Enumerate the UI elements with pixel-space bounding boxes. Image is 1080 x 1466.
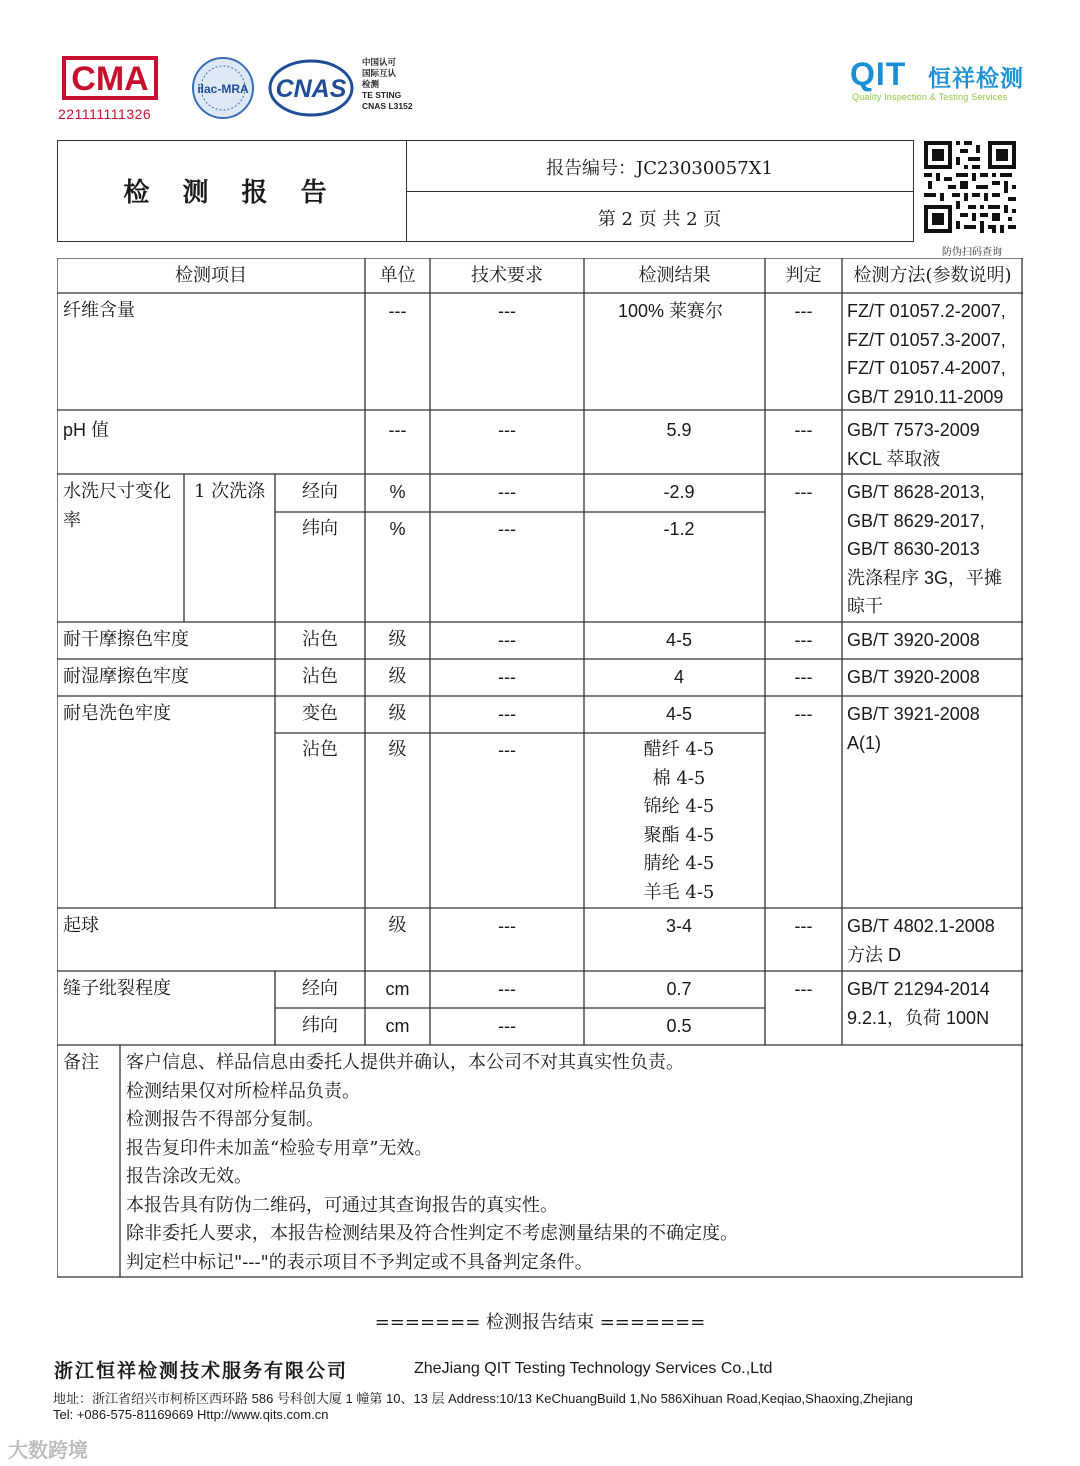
col-header-result: 检测结果 <box>638 265 711 286</box>
row-wash-weft-result: -1.2 <box>663 519 695 539</box>
stain-result-line: 醋纤 4-5 <box>643 739 715 760</box>
method-line: GB/T 8629-2017, <box>847 510 985 531</box>
qr-code[interactable] <box>924 141 1016 233</box>
row-fiber-item: 纤维含量 <box>63 300 135 321</box>
method-line: 洗涤程序 3G，平摊 <box>847 567 1003 588</box>
method-line: GB/T 8630-2013 <box>847 539 980 559</box>
row-seam-warp-result: 0.7 <box>666 979 692 999</box>
remark-line: 报告涂改无效。 <box>126 1166 252 1187</box>
item-line: 率 <box>63 509 81 531</box>
row-wet-rub-requirement: --- <box>498 667 516 687</box>
row-seam-warp-label: 经向 <box>302 978 338 999</box>
row-ph-judgment: --- <box>794 420 813 440</box>
method-line: GB/T 7573-2009 <box>847 420 980 440</box>
row-seam-judgment: --- <box>794 979 813 999</box>
row-dry-rub-requirement: --- <box>498 630 516 650</box>
row-wash-weft-unit: % <box>389 519 406 539</box>
company-name-cn: 浙江恒祥检测技术服务有限公司 <box>54 1360 349 1382</box>
stain-result-line: 锦纶 4-5 <box>643 796 715 817</box>
method-line: KCL 萃取液 <box>847 448 941 469</box>
cnas-side-line: CNAS L3152 <box>362 101 413 111</box>
report-number: 报告编号：JC23030057X1 <box>546 158 773 179</box>
method-line: GB/T 8628-2013, <box>847 482 985 502</box>
qit-subtitle: Quality Inspection & Testing Services <box>852 92 1008 102</box>
remark-line: 报告复印件未加盖“检验专用章”无效。 <box>126 1137 433 1159</box>
row-soap-stain-unit: 级 <box>388 739 407 760</box>
row-dry-rub-unit: 级 <box>388 629 407 650</box>
row-seam-weft-result: 0.5 <box>666 1016 692 1036</box>
row-dry-rub-sub: 沾色 <box>302 629 338 650</box>
method-line: FZ/T 01057.4-2007, <box>847 358 1006 378</box>
method-line: 晾干 <box>847 596 883 616</box>
cnas-side-line: TE STING <box>362 90 402 100</box>
row-dry-rub-result: 4-5 <box>665 630 692 650</box>
row-wash-warp-requirement: --- <box>498 482 516 502</box>
item-line: 水洗尺寸变化 <box>63 481 171 502</box>
cnas-side-text <box>362 57 413 112</box>
remarks-label: 备注 <box>63 1052 99 1073</box>
row-wash-item <box>63 478 171 535</box>
row-wet-rub-judgment: --- <box>794 667 813 687</box>
row-soap-judgment: --- <box>794 704 813 724</box>
row-soap-change-result: 4-5 <box>665 704 692 724</box>
remark-line: 检测报告不得部分复制。 <box>126 1109 324 1130</box>
method-line: GB/T 3921-2008 <box>847 704 980 724</box>
row-ph-method <box>847 416 980 473</box>
row-pilling-method <box>847 912 995 969</box>
method-line: 9.2.1，负荷 100N <box>847 1007 990 1028</box>
row-wash-weft-requirement: --- <box>498 519 516 539</box>
company-name-en: ZheJiang QIT Testing Technology Services Co.,Ltd <box>414 1360 773 1377</box>
method-line: FZ/T 01057.3-2007, <box>847 329 1006 350</box>
row-soap-stain-results <box>584 736 774 907</box>
row-soap-stain-label: 沾色 <box>302 739 338 760</box>
row-dry-rub-method: GB/T 3920-2008 <box>847 630 980 650</box>
row-wash-warp-label: 经向 <box>302 481 338 502</box>
row-wash-condition: 1 次洗涤 <box>194 481 266 502</box>
col-header-judgment: 判定 <box>785 265 822 286</box>
row-soap-change-label: 变色 <box>302 703 338 724</box>
row-wet-rub-method: GB/T 3920-2008 <box>847 667 980 687</box>
page-number: 第 2 页 共 2 页 <box>597 209 722 230</box>
row-pilling-judgment: --- <box>794 916 813 936</box>
method-line: GB/T 4802.1-2008 <box>847 916 995 936</box>
row-seam-method <box>847 975 990 1032</box>
col-header-unit: 单位 <box>379 265 416 286</box>
row-pilling-unit: 级 <box>388 915 407 936</box>
stain-result-line: 聚酯 4-5 <box>643 824 715 846</box>
row-soap-method <box>847 700 980 757</box>
ilac-mra-logo <box>188 56 258 120</box>
stain-result-line: 腈纶 4-5 <box>643 853 715 874</box>
row-ph-result: 5.9 <box>666 420 692 440</box>
row-soap-item: 耐皂洗色牢度 <box>63 703 171 724</box>
row-wet-rub-sub: 沾色 <box>302 666 338 687</box>
method-line: GB/T 21294-2014 <box>847 979 990 999</box>
company-contact: Tel: +086-575-81169669 Http://www.qits.com.cn <box>53 1407 329 1422</box>
row-wet-rub-unit: 级 <box>388 666 407 687</box>
cnas-side-line: 检测 <box>362 79 380 89</box>
cnas-side-line: 中国认可 <box>362 57 397 67</box>
row-wash-warp-result: -2.9 <box>663 482 695 502</box>
row-fiber-method <box>847 297 1006 411</box>
row-wash-judgment: --- <box>794 482 813 502</box>
row-dry-rub-judgment: --- <box>794 630 813 650</box>
ilac-text: ilac-MRA <box>197 82 249 96</box>
remark-line: 本报告具有防伪二维码，可通过其查询报告的真实性。 <box>126 1194 558 1216</box>
row-soap-stain-requirement: --- <box>498 740 516 760</box>
row-wash-method <box>847 478 1002 621</box>
row-seam-weft-label: 纬向 <box>302 1015 338 1036</box>
row-fiber-requirement: --- <box>498 301 516 321</box>
row-soap-change-unit: 级 <box>388 703 407 724</box>
row-ph-item: pH 值 <box>63 420 110 440</box>
row-fiber-result: 100% 莱赛尔 <box>618 301 724 321</box>
report-end-marker: ======= 检测报告结束 ======= <box>374 1312 706 1333</box>
col-header-item: 检测项目 <box>175 265 247 286</box>
report-title: 检 测 报 告 <box>123 178 339 208</box>
row-seam-weft-unit: cm <box>385 1016 410 1036</box>
cnas-side-line: 国际互认 <box>362 68 397 78</box>
row-wash-warp-unit: % <box>389 482 406 502</box>
row-wash-weft-label: 纬向 <box>302 518 338 539</box>
row-fiber-judgment: --- <box>794 301 813 321</box>
method-line: A(1) <box>847 732 882 753</box>
row-fiber-unit: --- <box>388 301 407 321</box>
row-wet-rub-result: 4 <box>673 667 684 687</box>
cma-code: 221111111326 <box>58 106 152 122</box>
method-line: 方法 D <box>847 944 901 965</box>
method-line: FZ/T 01057.2-2007, <box>847 301 1006 321</box>
row-ph-requirement: --- <box>498 420 516 440</box>
row-ph-unit: --- <box>388 420 407 440</box>
cma-logo <box>58 52 162 104</box>
company-address: 地址：浙江省绍兴市柯桥区西环路 586 号科创大厦 1 幢第 10、13 层 Address:10/13 KeChuangBuild 1,No 586Xihuan Road,Keqiao,Shaoxing,Zhejiang <box>53 1391 913 1406</box>
cma-text: CMA <box>71 60 149 98</box>
row-pilling-item: 起球 <box>63 915 99 936</box>
remark-line: 判定栏中标记"---"的表示项目不予判定或不具备判定条件。 <box>126 1251 593 1273</box>
stain-result-line: 羊毛 4-5 <box>643 881 715 903</box>
col-header-requirement: 技术要求 <box>471 265 543 286</box>
method-line: GB/T 2910.11-2009 <box>847 386 1004 407</box>
remark-line: 除非委托人要求，本报告检测结果及符合性判定不考虑测量结果的不确定度。 <box>126 1223 738 1244</box>
row-wet-rub-item: 耐湿摩擦色牢度 <box>63 666 189 687</box>
watermark: 大数跨境 <box>8 1440 88 1462</box>
remark-line: 检测结果仅对所检样品负责。 <box>126 1080 360 1102</box>
remark-line: 客户信息、样品信息由委托人提供并确认，本公司不对其真实性负责。 <box>126 1052 684 1073</box>
stain-result-line: 棉 4-5 <box>652 767 706 789</box>
row-dry-rub-item: 耐干摩擦色牢度 <box>63 629 189 650</box>
row-seam-warp-unit: cm <box>385 979 410 999</box>
row-seam-item: 缝子纰裂程度 <box>63 978 171 999</box>
cnas-logo <box>268 58 354 118</box>
qr-caption: 防伪扫码查询 <box>942 247 1002 258</box>
remarks-list <box>126 1049 738 1277</box>
row-seam-warp-requirement: --- <box>498 979 516 999</box>
cnas-text: CNAS <box>275 75 347 103</box>
row-seam-weft-requirement: --- <box>498 1016 516 1036</box>
row-pilling-result: 3-4 <box>665 916 692 936</box>
col-header-method: 检测方法(参数说明) <box>853 265 1012 286</box>
row-pilling-requirement: --- <box>498 916 516 936</box>
qit-logo: QIT <box>850 56 907 92</box>
row-soap-change-requirement: --- <box>498 704 516 724</box>
qit-name: 恒祥检测 <box>928 65 1024 91</box>
